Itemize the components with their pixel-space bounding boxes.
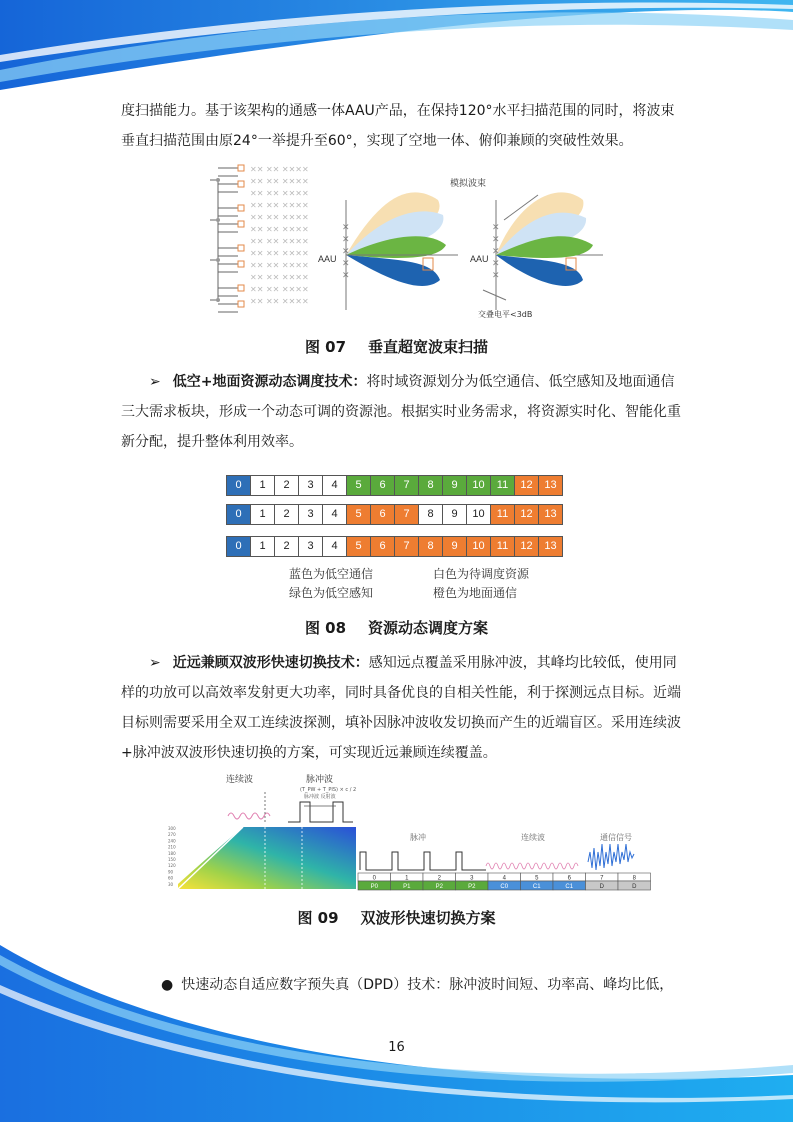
svg-text:✕✕ ✕✕ ✕✕✕✕: ✕✕ ✕✕ ✕✕✕✕ bbox=[250, 177, 309, 186]
paragraph-dpd bbox=[121, 970, 673, 1000]
antenna-element-grid bbox=[250, 165, 309, 306]
text-line: 目标则需要采用全双工连续波探测，填补因脉冲波收发切换而产生的近端盲区。采用连续波 bbox=[121, 715, 681, 731]
resource-cell: 0 bbox=[226, 504, 251, 525]
y-tick-label: 90 bbox=[168, 869, 174, 875]
slot-number: 0 bbox=[372, 875, 376, 882]
slot-label: D bbox=[632, 884, 637, 890]
resource-row bbox=[227, 504, 563, 525]
svg-text:✕: ✕ bbox=[492, 235, 500, 245]
y-tick-label: 120 bbox=[168, 863, 176, 869]
resource-cell: 6 bbox=[370, 536, 395, 557]
text-line: 三大需求板块，形成一个动态可调的资源池。根据实时业务需求，将资源实时化、智能化重 bbox=[121, 404, 681, 420]
resource-cell: 11 bbox=[490, 475, 515, 496]
svg-text:✕✕ ✕✕ ✕✕✕✕: ✕✕ ✕✕ ✕✕✕✕ bbox=[250, 297, 309, 306]
label-pulse-formula: (T_PW + T_PIS) × c / 2 bbox=[300, 787, 357, 793]
figure-07-vertical-beam-scan bbox=[208, 160, 608, 325]
caption-number: 图 09 bbox=[297, 909, 339, 927]
svg-text:✕✕ ✕✕ ✕✕✕✕: ✕✕ ✕✕ ✕✕✕✕ bbox=[250, 213, 309, 222]
slot-number: 4 bbox=[502, 875, 506, 882]
resource-cell: 12 bbox=[514, 504, 539, 525]
resource-cell: 1 bbox=[250, 475, 275, 496]
resource-row bbox=[227, 536, 563, 557]
label-cross-level: 交叠电平<3dB bbox=[478, 310, 533, 319]
text-line: 垂直扫描范围由原24°一举提升至60°，实现了空地一体、俯仰兼顾的突破性效果。 bbox=[121, 133, 633, 149]
svg-text:✕✕ ✕✕ ✕✕✕✕: ✕✕ ✕✕ ✕✕✕✕ bbox=[250, 285, 309, 294]
slot-number: 8 bbox=[632, 875, 636, 882]
beam-pattern-left bbox=[342, 192, 446, 286]
slot-number: 3 bbox=[470, 875, 474, 882]
slot-number: 7 bbox=[600, 875, 604, 882]
y-tick-label: 30 bbox=[168, 881, 174, 887]
paragraph-dual-waveform bbox=[121, 648, 681, 768]
bullet-dot-icon: ● bbox=[161, 977, 174, 993]
bullet-arrow-icon: ➢ bbox=[149, 374, 161, 390]
label-pulse-wave: 脉冲波 bbox=[306, 775, 334, 785]
resource-row bbox=[227, 475, 563, 496]
slot-label: P2 bbox=[435, 884, 443, 890]
label-aau-left: AAU bbox=[318, 254, 337, 264]
resource-cell: 12 bbox=[514, 475, 539, 496]
svg-text:✕✕ ✕✕ ✕✕✕✕: ✕✕ ✕✕ ✕✕✕✕ bbox=[250, 249, 309, 258]
y-tick-label: 240 bbox=[168, 838, 176, 844]
resource-cell: 5 bbox=[346, 504, 371, 525]
resource-cell: 10 bbox=[466, 475, 491, 496]
y-axis-ticks bbox=[168, 826, 176, 887]
slot-number: 1 bbox=[405, 875, 409, 882]
legend-orange: 橙色为地面通信 bbox=[433, 586, 518, 600]
svg-text:✕: ✕ bbox=[342, 259, 350, 269]
svg-text:✕: ✕ bbox=[492, 259, 500, 269]
legend-blue: 蓝色为低空通信 bbox=[289, 567, 374, 581]
paragraph-resource-scheduling bbox=[121, 367, 681, 457]
svg-text:✕: ✕ bbox=[342, 223, 350, 233]
slot-number: 6 bbox=[567, 875, 571, 882]
text-line: 将时域资源划分为低空通信、低空感知及地面通信 bbox=[366, 374, 675, 390]
resource-cell: 7 bbox=[394, 504, 419, 525]
figure-07-caption bbox=[0, 336, 793, 357]
resource-cell: 5 bbox=[346, 475, 371, 496]
resource-cell: 6 bbox=[370, 475, 395, 496]
resource-cell: 11 bbox=[490, 536, 515, 557]
label-comm-signal: 通信信号 bbox=[600, 833, 632, 842]
paragraph-beam-scan bbox=[121, 96, 673, 156]
label-cw-segment: 连续波 bbox=[521, 833, 545, 842]
slot-label: D bbox=[599, 884, 604, 890]
svg-text:✕: ✕ bbox=[342, 271, 350, 281]
resource-cell: 9 bbox=[442, 536, 467, 557]
svg-text:✕✕ ✕✕ ✕✕✕✕: ✕✕ ✕✕ ✕✕✕✕ bbox=[250, 201, 309, 210]
slot-number: 5 bbox=[535, 875, 539, 882]
antenna-array-schematic bbox=[210, 165, 244, 312]
resource-cell: 8 bbox=[418, 475, 443, 496]
resource-cell: 1 bbox=[250, 536, 275, 557]
resource-cell: 13 bbox=[538, 536, 563, 557]
svg-text:✕✕ ✕✕ ✕✕✕✕: ✕✕ ✕✕ ✕✕✕✕ bbox=[250, 237, 309, 246]
label-simulated-beam: 模拟波束 bbox=[450, 179, 487, 189]
text-line: 新分配，提升整体利用效率。 bbox=[121, 434, 303, 450]
resource-cell: 0 bbox=[226, 536, 251, 557]
caption-text: 资源动态调度方案 bbox=[368, 619, 489, 637]
y-tick-label: 60 bbox=[168, 875, 174, 881]
resource-cell: 2 bbox=[274, 504, 299, 525]
resource-cell: 12 bbox=[514, 536, 539, 557]
resource-cell: 13 bbox=[538, 475, 563, 496]
resource-cell: 13 bbox=[538, 504, 563, 525]
resource-cell: 3 bbox=[298, 536, 323, 557]
y-tick-label: 270 bbox=[168, 832, 176, 838]
caption-text: 垂直超宽波束扫描 bbox=[368, 338, 489, 356]
label-pulse-segment: 脉冲 bbox=[410, 833, 426, 842]
svg-text:✕✕ ✕✕ ✕✕✕✕: ✕✕ ✕✕ ✕✕✕✕ bbox=[250, 225, 309, 234]
resource-cell: 8 bbox=[418, 504, 443, 525]
slot-label: C1 bbox=[565, 884, 574, 890]
legend-green: 绿色为低空感知 bbox=[289, 586, 374, 600]
slot-label: C1 bbox=[532, 884, 541, 890]
y-tick-label: 210 bbox=[168, 844, 176, 850]
caption-number: 图 07 bbox=[304, 338, 347, 356]
slot-label: C0 bbox=[500, 884, 509, 890]
resource-cell: 0 bbox=[226, 475, 251, 496]
bold-heading: 近远兼顾双波形快速切换技术： bbox=[172, 655, 369, 671]
text-line: 样的功放可以高效率发射更大功率，同时具备优良的自相关性能，利于探测远点目标。近端 bbox=[121, 685, 681, 701]
svg-text:✕✕ ✕✕ ✕✕✕✕: ✕✕ ✕✕ ✕✕✕✕ bbox=[250, 273, 309, 282]
svg-text:✕✕ ✕✕ ✕✕✕✕: ✕✕ ✕✕ ✕✕✕✕ bbox=[250, 189, 309, 198]
resource-cell: 10 bbox=[466, 504, 491, 525]
svg-text:✕: ✕ bbox=[492, 271, 500, 281]
figure-08-caption bbox=[0, 617, 793, 638]
svg-text:✕: ✕ bbox=[492, 247, 500, 257]
resource-cell: 5 bbox=[346, 536, 371, 557]
caption-text: 双波形快速切换方案 bbox=[360, 909, 496, 927]
resource-cell: 4 bbox=[322, 536, 347, 557]
svg-text:✕: ✕ bbox=[342, 247, 350, 257]
resource-cell: 2 bbox=[274, 475, 299, 496]
resource-cell: 3 bbox=[298, 504, 323, 525]
bold-heading: 低空+地面资源动态调度技术： bbox=[172, 374, 367, 390]
resource-cell: 7 bbox=[394, 475, 419, 496]
resource-cell: 8 bbox=[418, 536, 443, 557]
resource-cell: 9 bbox=[442, 504, 467, 525]
slot-label: P0 bbox=[370, 884, 378, 890]
resource-cell: 4 bbox=[322, 475, 347, 496]
resource-cell: 4 bbox=[322, 504, 347, 525]
resource-cell: 6 bbox=[370, 504, 395, 525]
bullet-arrow-icon: ➢ bbox=[149, 655, 161, 671]
slot-label: P2 bbox=[468, 884, 476, 890]
page-number: 16 bbox=[388, 1040, 405, 1055]
resource-cell: 1 bbox=[250, 504, 275, 525]
resource-cell: 10 bbox=[466, 536, 491, 557]
text-line: 感知远点覆盖采用脉冲波，其峰均比较低，使用同 bbox=[368, 655, 677, 671]
svg-text:✕✕ ✕✕ ✕✕✕✕: ✕✕ ✕✕ ✕✕✕✕ bbox=[250, 261, 309, 270]
resource-cell: 3 bbox=[298, 475, 323, 496]
text-line: 快速动态自适应数字预失真（DPD）技术：脉冲波时间短、功率高、峰均比低， bbox=[181, 977, 674, 993]
y-tick-label: 150 bbox=[168, 857, 176, 862]
resource-cell: 2 bbox=[274, 536, 299, 557]
slot-number: 2 bbox=[437, 875, 441, 882]
label-continuous-wave: 连续波 bbox=[226, 775, 254, 785]
legend-white: 白色为待调度资源 bbox=[433, 567, 530, 581]
caption-number: 图 08 bbox=[304, 619, 347, 637]
label-aau-right: AAU bbox=[470, 254, 489, 264]
header-wave-decoration bbox=[0, 0, 793, 95]
text-line: +脉冲波双波形快速切换的方案，可实现近远兼顾连续覆盖。 bbox=[121, 745, 497, 761]
svg-text:✕: ✕ bbox=[492, 223, 500, 233]
resource-cell: 11 bbox=[490, 504, 515, 525]
svg-text:✕✕ ✕✕ ✕✕✕✕: ✕✕ ✕✕ ✕✕✕✕ bbox=[250, 165, 309, 174]
figure-09-caption bbox=[0, 907, 793, 928]
resource-cell: 7 bbox=[394, 536, 419, 557]
label-pulse-sublabel: 脉冲波 反射波 bbox=[304, 794, 336, 800]
svg-text:✕: ✕ bbox=[342, 235, 350, 245]
time-slot-bar bbox=[358, 873, 651, 890]
figure-09-dual-waveform bbox=[168, 772, 658, 894]
slot-label: P1 bbox=[403, 884, 411, 890]
text-line: 度扫描能力。基于该架构的通感一体AAU产品，在保持120°水平扫描范围的同时，将波束 bbox=[121, 103, 675, 119]
y-tick-label: 180 bbox=[168, 850, 176, 856]
y-tick-label: 300 bbox=[168, 826, 176, 831]
resource-cell: 9 bbox=[442, 475, 467, 496]
beam-pattern-right bbox=[492, 192, 593, 286]
